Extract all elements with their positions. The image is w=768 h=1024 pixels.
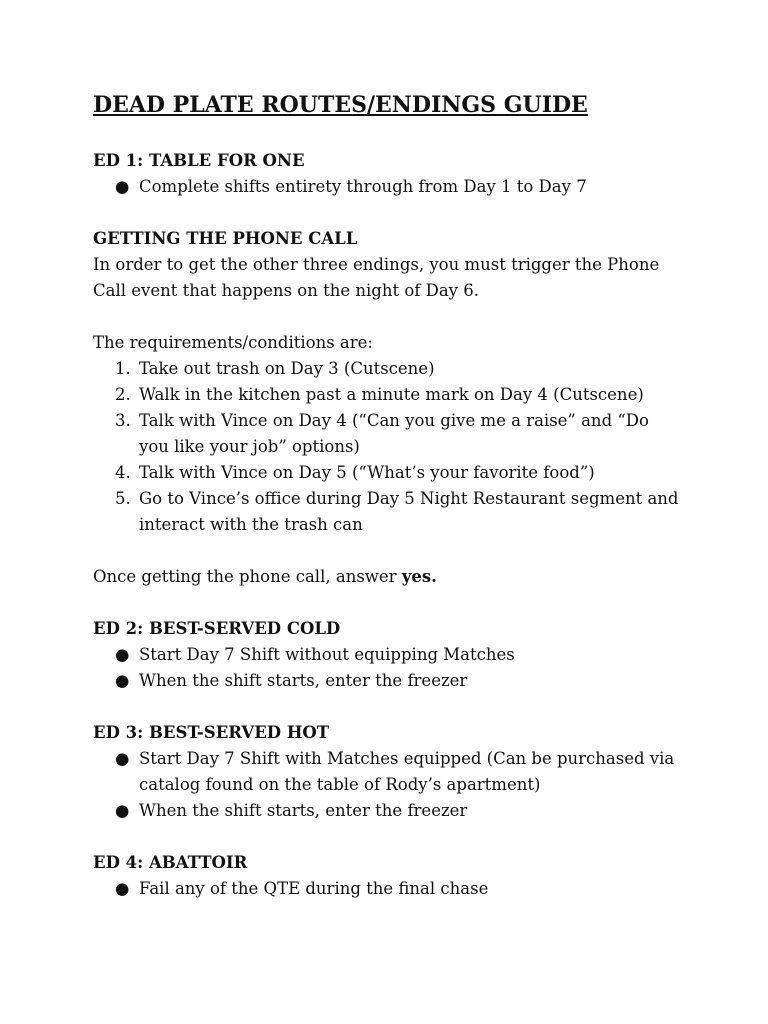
phone-call-intro-line1: In order to get the other three endings, you must trigger the Phone — [93, 255, 660, 274]
step-text: Talk with Vince on Day 4 (“Can you give me a raise” and “Do — [139, 411, 649, 430]
step-text: Go to Vince’s office during Day 5 Night Restaurant segment and — [139, 489, 679, 508]
document-page — [93, 90, 713, 902]
list-item — [93, 746, 713, 798]
answer-line — [93, 564, 713, 590]
bullet-dot: ● — [115, 749, 130, 768]
ed4-heading: ED 4: ABATTOIR — [93, 853, 248, 872]
list-item — [93, 668, 713, 694]
step-text: Take out trash on Day 3 (Cutscene) — [139, 359, 435, 378]
step-text-continued: interact with the trash can — [139, 515, 363, 534]
list-item-text: Fail any of the QTE during the final chase — [139, 879, 489, 898]
list-item — [93, 382, 713, 408]
list-item-text: Complete shifts entirety through from Day 1 to Day 7 — [139, 177, 587, 196]
list-item — [93, 460, 713, 486]
list-item — [93, 486, 713, 538]
ed4-list — [93, 876, 713, 902]
step-number: 4. — [115, 463, 131, 482]
bullet-dot: ● — [115, 645, 130, 664]
step-text-continued: you like your job” options) — [139, 437, 360, 456]
ed1-heading: ED 1: TABLE FOR ONE — [93, 151, 305, 170]
ed3-heading: ED 3: BEST-SERVED HOT — [93, 723, 330, 742]
document-title: DEAD PLATE ROUTES/ENDINGS GUIDE — [93, 92, 588, 118]
ed2-heading: ED 2: BEST-SERVED COLD — [93, 619, 341, 638]
requirements-label: The requirements/conditions are: — [93, 333, 373, 352]
bullet-dot: ● — [115, 801, 130, 820]
step-number: 3. — [115, 411, 131, 430]
step-number: 5. — [115, 489, 131, 508]
list-item — [93, 798, 713, 824]
list-item-text: When the shift starts, enter the freezer — [139, 801, 468, 820]
list-item-text: When the shift starts, enter the freezer — [139, 671, 468, 690]
bullet-dot: ● — [115, 177, 130, 196]
list-item — [93, 408, 713, 460]
answer-prefix: Once getting the phone call, answer — [93, 567, 402, 586]
answer-bold: yes. — [401, 567, 437, 586]
list-item-text-continued: catalog found on the table of Rody’s apartment) — [139, 775, 541, 794]
step-text: Talk with Vince on Day 5 (“What’s your favorite food”) — [139, 463, 595, 482]
ed3-list — [93, 746, 713, 824]
phone-call-intro-line2: Call event that happens on the night of Day 6. — [93, 281, 479, 300]
step-number: 2. — [115, 385, 131, 404]
ed1-list — [93, 174, 713, 200]
list-item-text: Start Day 7 Shift without equipping Matches — [139, 645, 515, 664]
list-item-text: Start Day 7 Shift with Matches equipped (Can be purchased via — [139, 749, 675, 768]
bullet-dot: ● — [115, 879, 130, 898]
list-item — [93, 356, 713, 382]
phone-call-heading: GETTING THE PHONE CALL — [93, 229, 358, 248]
requirements-list — [93, 356, 713, 538]
bullet-dot: ● — [115, 671, 130, 690]
list-item — [93, 876, 713, 902]
list-item — [93, 174, 713, 200]
step-number: 1. — [115, 359, 131, 378]
ed2-list — [93, 642, 713, 694]
list-item — [93, 642, 713, 668]
step-text: Walk in the kitchen past a minute mark on Day 4 (Cutscene) — [139, 385, 644, 404]
